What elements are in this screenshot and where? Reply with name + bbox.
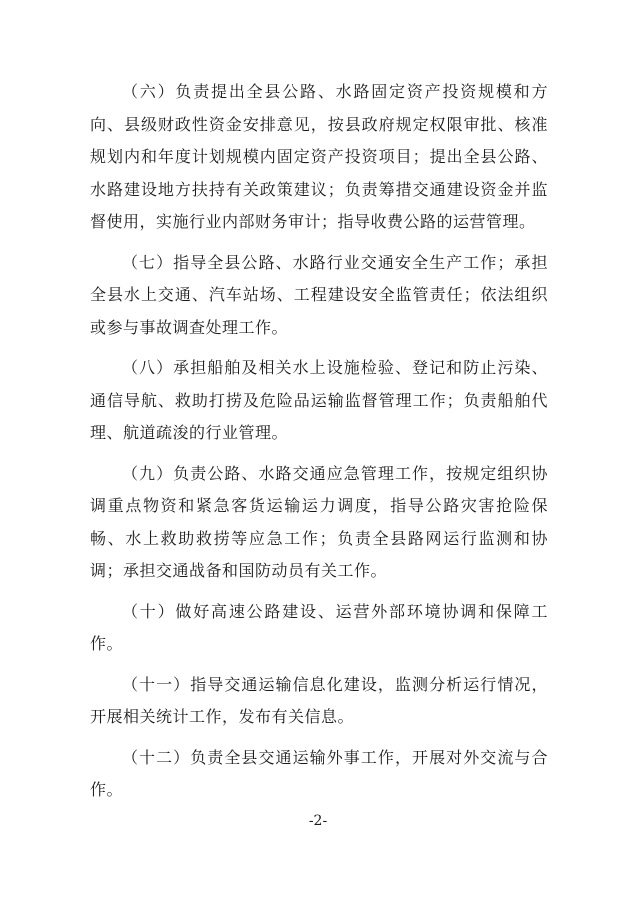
page-number: -2- bbox=[308, 813, 328, 829]
paragraph-12: （十二）负责全县交通运输外事工作，开展对外交流与合作。 bbox=[90, 747, 548, 799]
paragraph-7: （七）指导全县公路、水路行业交通安全生产工作；承担全县水上交通、汽车站场、工程建设安全监管责任；依法组织或参与事故调查处理工作。 bbox=[90, 252, 548, 337]
paragraph-8: （八）承担船舶及相关水上设施检验、登记和防止污染、通信导航、救助打捞及危险品运输监督管理工作；负责船舶代理、航道疏浚的行业管理。 bbox=[90, 358, 548, 442]
paragraph-6: （六）负责提出全县公路、水路固定资产投资规模和方向、县级财政性资金安排意见，按县政府规定权限审批、核准规划内和年度计划规模内固定资产投资项目；提出全县公路、水路建设地方扶持有关政策建议；负责筹措交通建设资金并监督使用，实施行业内部财务审计；指导收费公路的运营管理。 bbox=[90, 82, 548, 231]
paragraph-9: （九）负责公路、水路交通应急管理工作，按规定组织协调重点物资和紧急客货运输运力调度，指导公路灾害抢险保畅、水上救助救捞等应急工作；负责全县路网运行监测和协调；承担交通战备和国防动员有关工作。 bbox=[90, 463, 548, 580]
paragraph-11: （十一）指导交通运输信息化建设，监测分析运行情况，开展相关统计工作，发布有关信息。 bbox=[90, 674, 548, 726]
document-body bbox=[90, 76, 548, 815]
paragraph-10: （十）做好高速公路建设、运营外部环境协调和保障工作。 bbox=[90, 601, 548, 653]
